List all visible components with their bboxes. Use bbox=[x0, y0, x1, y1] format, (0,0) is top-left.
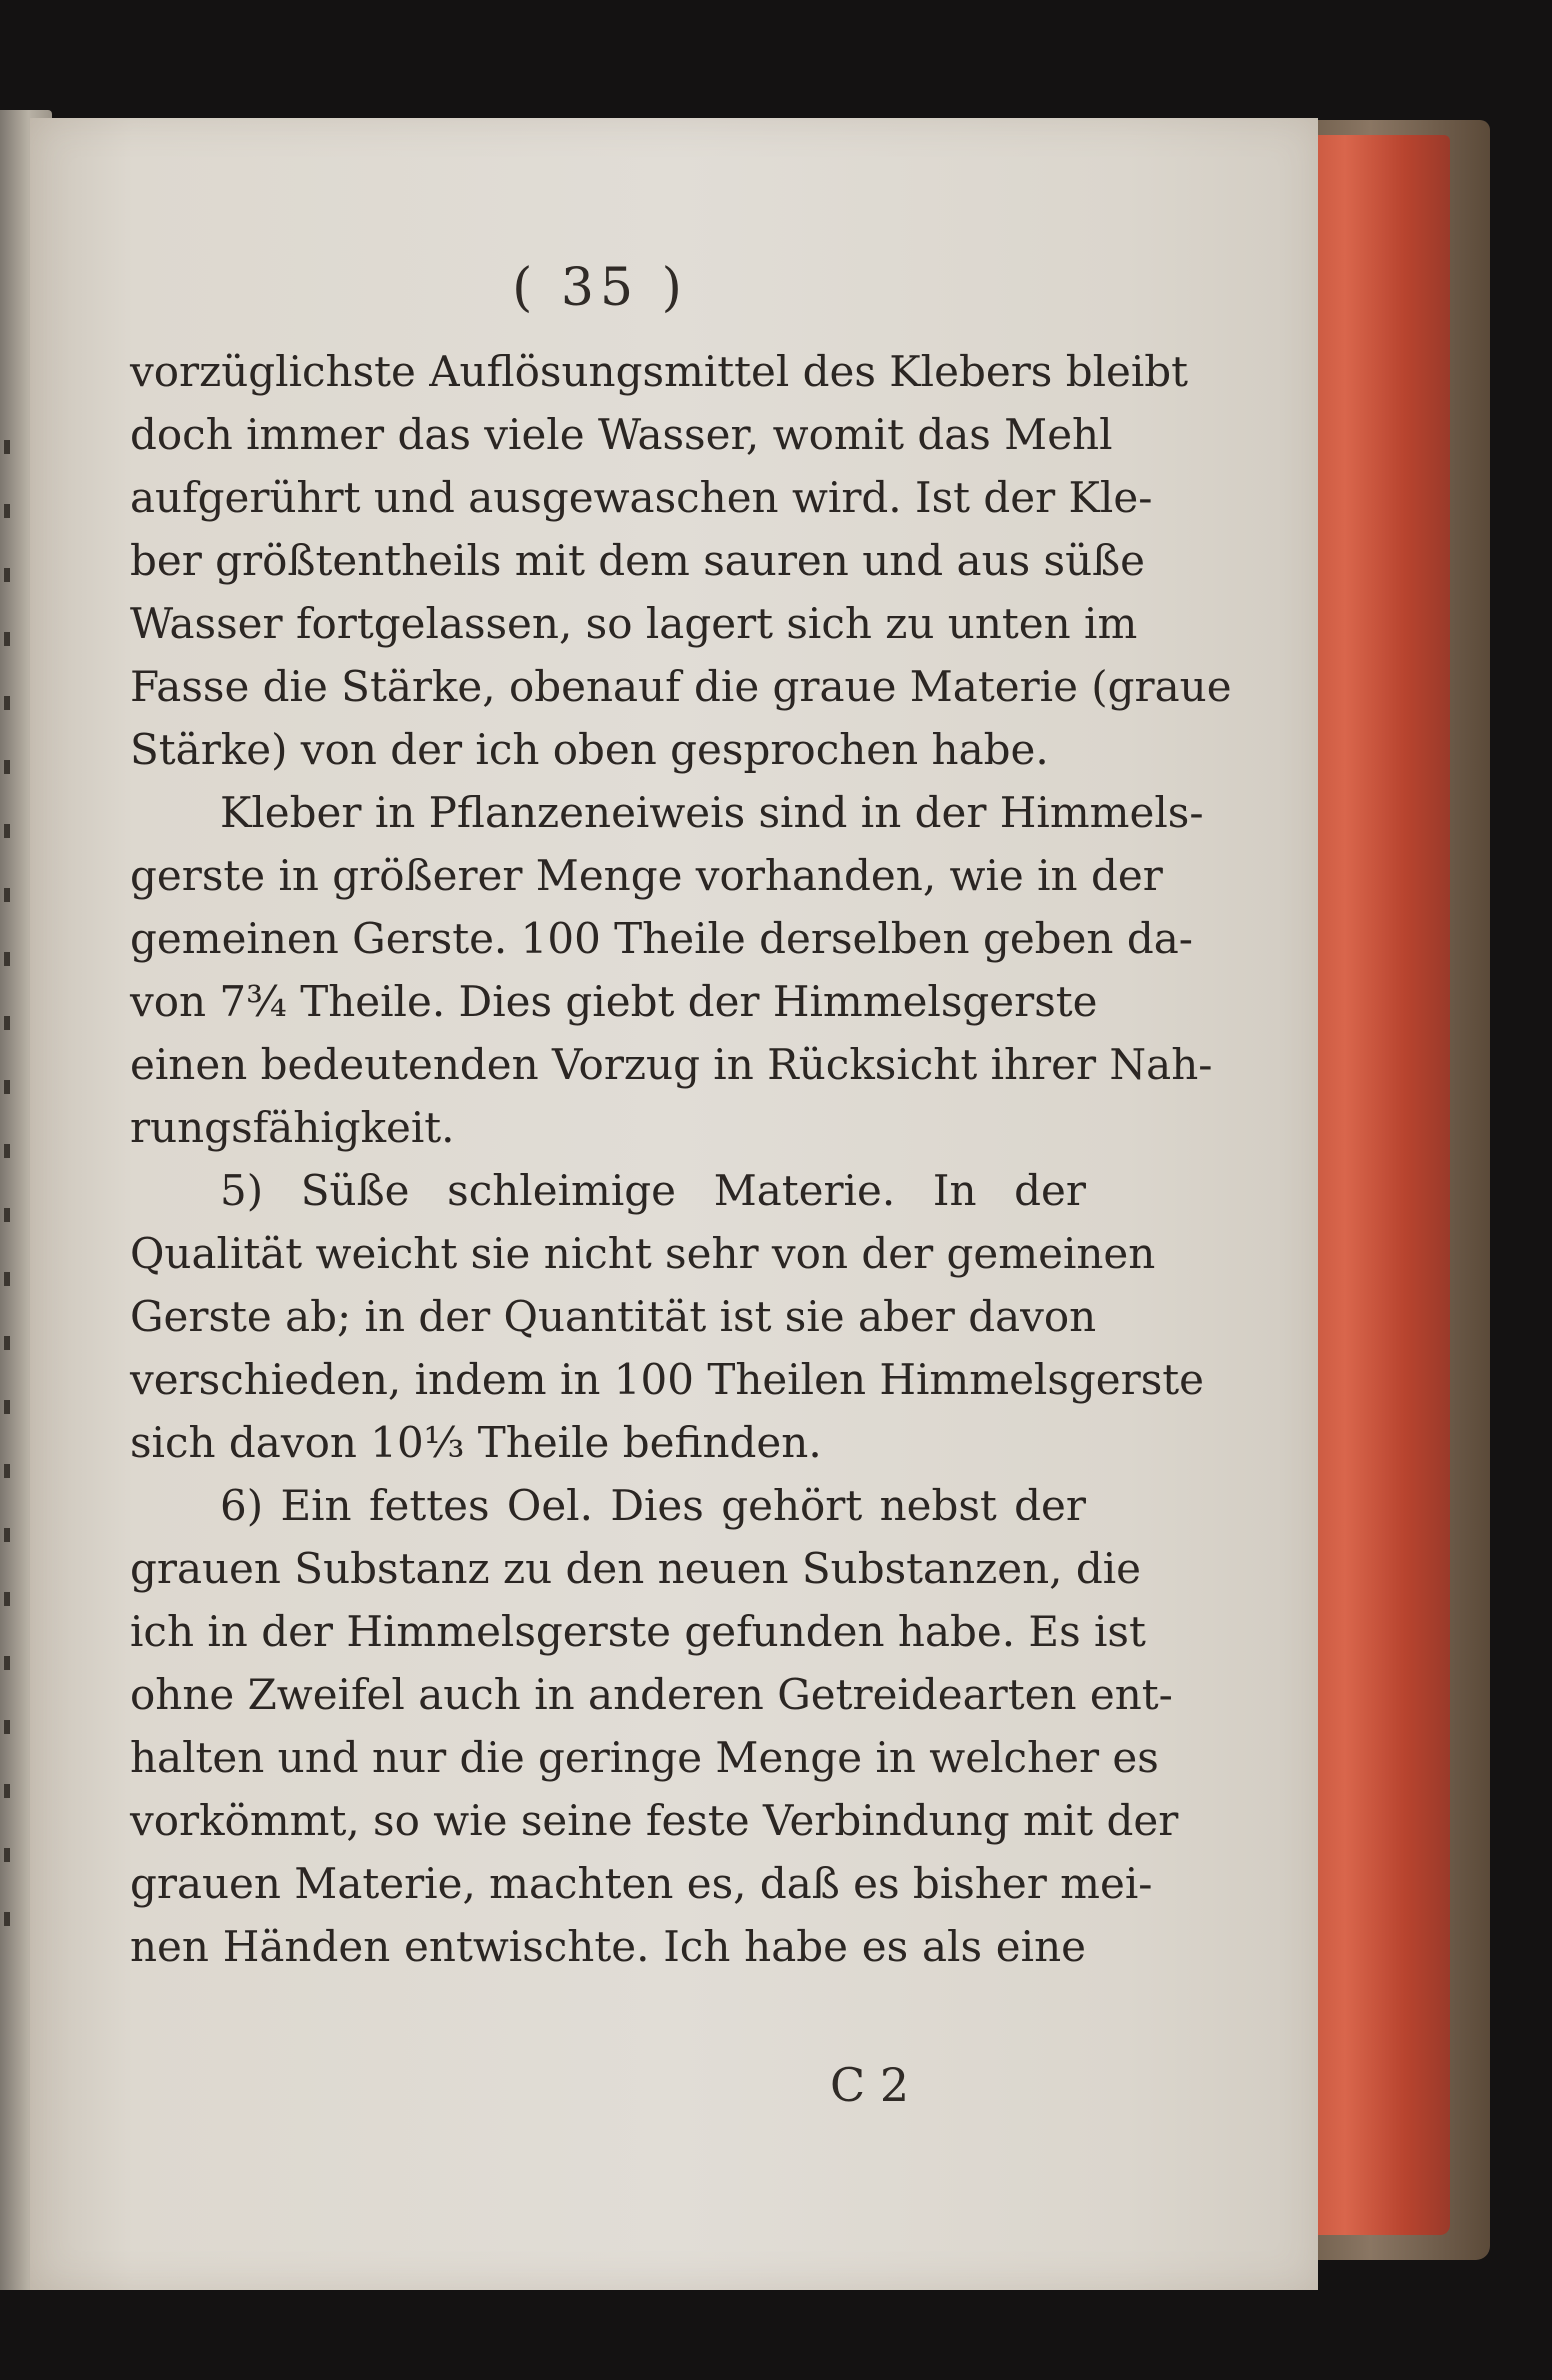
page-number: ( 35 ) bbox=[512, 258, 688, 318]
text-line: aufgerührt und ausgewaschen wird. Ist der Kle- bbox=[130, 473, 1153, 522]
text-line: Stärke) von der ich oben gesprochen habe. bbox=[130, 725, 1049, 774]
text-line: 6) Ein fettes Oel. Dies gehört nebst der bbox=[220, 1481, 1086, 1530]
text-line: sich davon 10⅓ Theile befinden. bbox=[130, 1418, 822, 1467]
text-line: Wasser fortgelassen, so lagert sich zu unten im bbox=[130, 599, 1138, 648]
text-line: Gerste ab; in der Quantität ist sie aber davon bbox=[130, 1292, 1097, 1341]
text-line: ich in der Himmelsgerste gefunden habe. Es ist bbox=[130, 1607, 1146, 1656]
book-page bbox=[30, 118, 1318, 2290]
text-line: vorzüglichste Auflösungsmittel des Klebers bleibt bbox=[130, 347, 1189, 396]
text-line: Qualität weicht sie nicht sehr von der gemeinen bbox=[130, 1229, 1156, 1278]
text-line: grauen Substanz zu den neuen Substanzen, die bbox=[130, 1544, 1142, 1593]
text-line: rungsfähigkeit. bbox=[130, 1103, 455, 1152]
text-line: ohne Zweifel auch in anderen Getreidearten ent- bbox=[130, 1670, 1173, 1719]
text-line: 5) Süße schleimige Materie. In der bbox=[220, 1166, 1086, 1215]
text-line: nen Händen entwischte. Ich habe es als eine bbox=[130, 1922, 1086, 1971]
text-line: Fasse die Stärke, obenauf die graue Materie (graue bbox=[130, 662, 1232, 711]
text-line: Kleber in Pflanzeneiweis sind in der Himmels- bbox=[220, 788, 1204, 837]
text-line: vorkömmt, so wie seine feste Verbindung mit der bbox=[130, 1796, 1179, 1845]
text-line: grauen Materie, machten es, daß es bisher mei- bbox=[130, 1859, 1153, 1908]
signature-mark: C 2 bbox=[830, 2058, 910, 2112]
text-line: doch immer das viele Wasser, womit das Mehl bbox=[130, 410, 1113, 459]
text-line: halten und nur die geringe Menge in welcher es bbox=[130, 1733, 1159, 1782]
body-text bbox=[130, 340, 1232, 1978]
text-line: gerste in größerer Menge vorhanden, wie in der bbox=[130, 851, 1163, 900]
text-line: von 7¾ Theile. Dies giebt der Himmelsgerste bbox=[130, 977, 1098, 1026]
text-line: ber größtentheils mit dem sauren und aus süße bbox=[130, 536, 1146, 585]
red-page-edges bbox=[1300, 135, 1450, 2235]
text-line: verschieden, indem in 100 Theilen Himmelsgerste bbox=[130, 1355, 1205, 1404]
text-line: gemeinen Gerste. 100 Theile derselben geben da- bbox=[130, 914, 1193, 963]
text-line: einen bedeutenden Vorzug in Rücksicht ihrer Nah- bbox=[130, 1040, 1213, 1089]
